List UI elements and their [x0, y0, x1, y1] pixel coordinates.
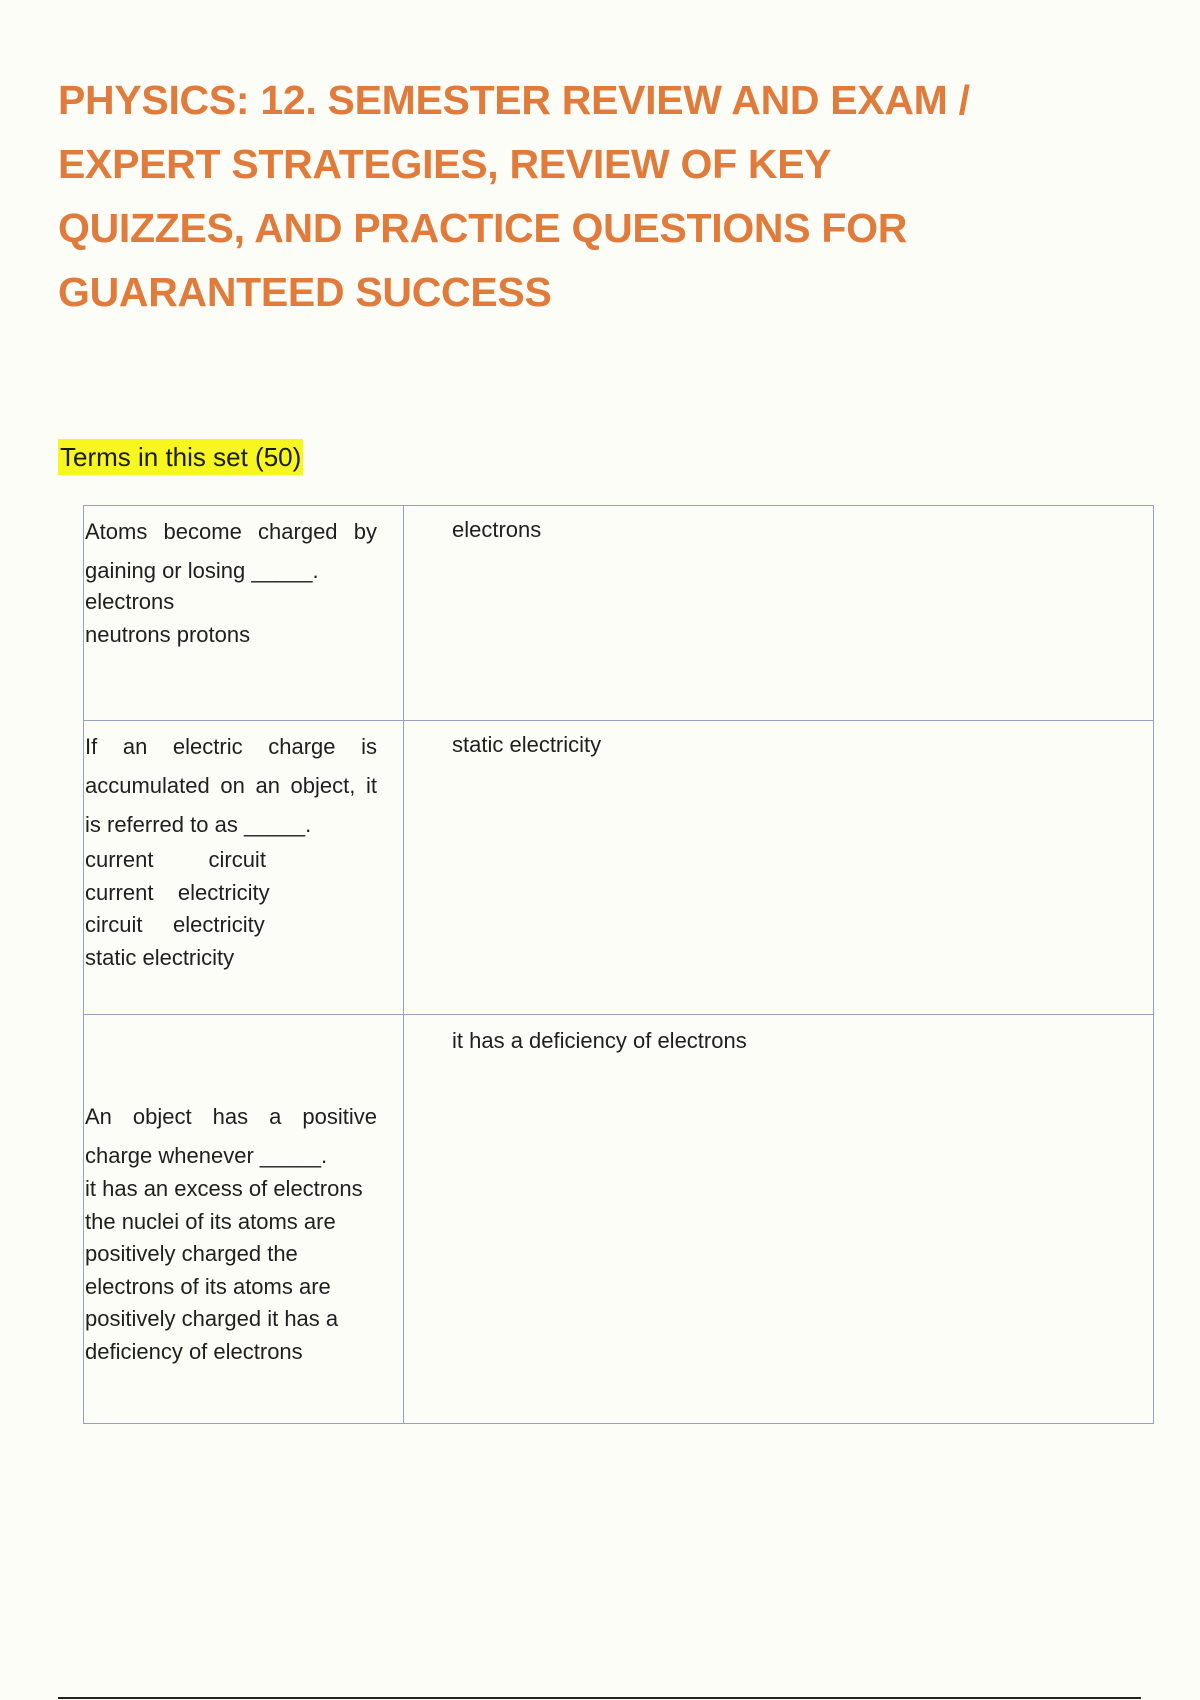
term-answer: static electricity: [452, 732, 602, 757]
term-options: current circuit current electricity circuit electricity static electricity: [85, 847, 270, 970]
term-question: An object has a positive charge whenever _____.: [85, 1104, 377, 1168]
term-row: [84, 506, 1154, 721]
terms-table: [83, 505, 1154, 1424]
term-row: [84, 721, 1154, 1015]
term-answer-cell: [404, 721, 1154, 1015]
term-options: it has an excess of electrons the nuclei of its atoms are positively charged the electrons of its atoms are positively charged it has a deficiency of electrons: [85, 1176, 363, 1364]
footer-rule: [58, 1697, 1141, 1699]
term-question-cell: [84, 1015, 404, 1424]
term-answer-cell: [404, 506, 1154, 721]
term-answer: it has a deficiency of electrons: [452, 1028, 747, 1053]
term-row: [84, 1015, 1154, 1424]
term-question-cell: [84, 506, 404, 721]
terms-count-label: Terms in this set (50): [58, 439, 303, 475]
term-question: If an electric charge is accumulated on an object, it is referred to as _____.: [85, 734, 377, 837]
term-answer: electrons: [452, 517, 542, 542]
term-question-cell: [84, 721, 404, 1015]
term-question: Atoms become charged by gaining or losing _____.: [85, 519, 377, 583]
document-title: PHYSICS: 12. SEMESTER REVIEW AND EXAM / EXPERT STRATEGIES, REVIEW OF KEY QUIZZES, AND PRACTICE QUESTIONS FOR GUARANTEED SUCCESS: [58, 77, 970, 315]
term-options: electrons neutrons protons: [85, 589, 251, 647]
term-answer-cell: [404, 1015, 1154, 1424]
